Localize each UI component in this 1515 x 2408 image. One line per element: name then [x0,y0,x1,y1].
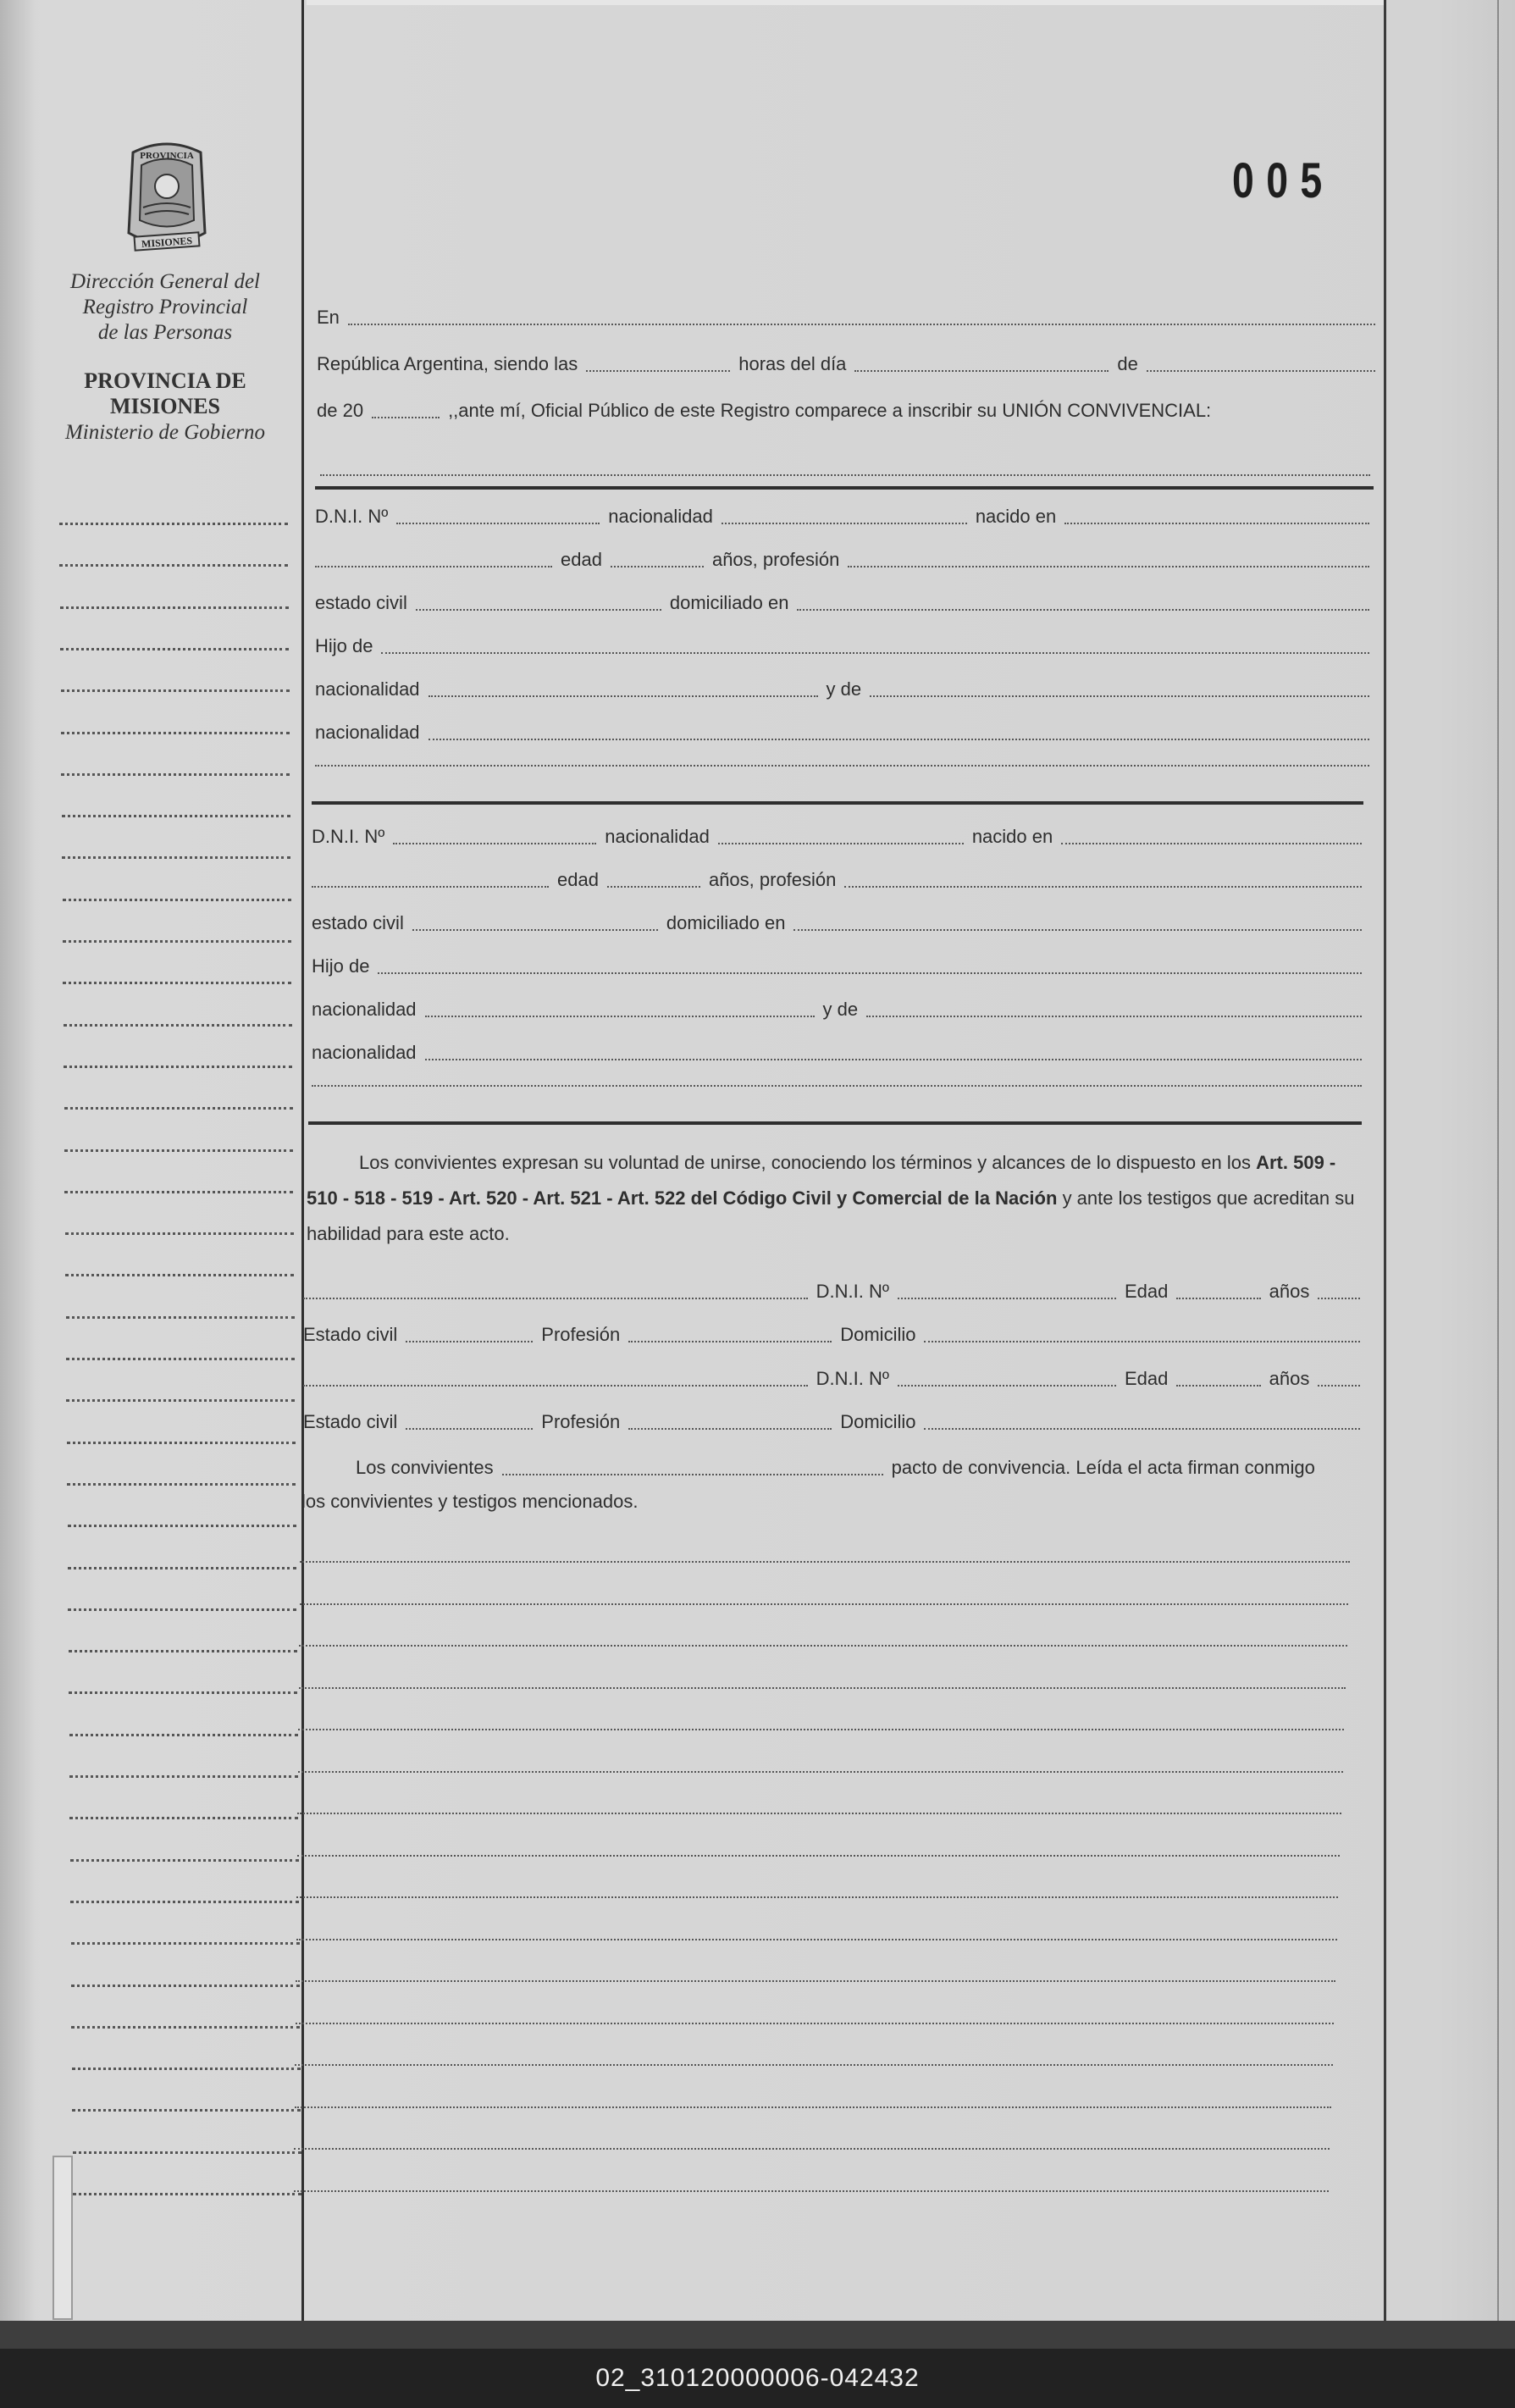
sidebar-divider [301,0,304,2321]
sidebar-note-line[interactable] [70,1859,299,1862]
fill-field[interactable] [425,1059,1362,1060]
witness-row [303,1411,1360,1433]
sidebar-note-line[interactable] [65,1232,294,1235]
section-divider-1 [315,486,1374,490]
sidebar-note-line[interactable] [71,1942,300,1945]
label-dni: D.N.I. Nº [315,506,389,527]
notes-line[interactable] [297,1813,1341,1814]
label-nationality3: nacionalidad [312,1042,417,1063]
sidebar-note-line[interactable] [68,1567,296,1569]
page-top-strip [307,0,1384,5]
before-me-label: ,,ante mí, Oficial Público de este Registro comparece a inscribir su UNIÓN CONVIVENCIAL: [448,400,1212,421]
section-divider-2 [312,801,1363,805]
hours-of-day-label: horas del día [738,353,847,374]
fill-field[interactable] [722,523,967,524]
sidebar-note-line[interactable] [63,940,291,943]
label-born-in: nacido en [975,506,1057,527]
sidebar-note-line[interactable] [67,1483,296,1486]
notes-line[interactable] [297,1855,1341,1857]
witness-label-domicile: Domicilio [840,1324,916,1345]
fill-field[interactable] [797,609,1369,611]
notes-line[interactable] [300,1561,1350,1563]
label-nationality: nacionalidad [605,826,710,847]
section-divider-3 [308,1121,1362,1125]
label-child-of: Hijo de [312,955,370,977]
sidebar-note-line[interactable] [69,1734,298,1736]
sheet-number: 005 [1232,153,1335,208]
ministry-label: Ministerio de Gobierno [64,421,266,444]
year-fill[interactable] [372,417,440,418]
sidebar-note-line[interactable] [69,1817,298,1819]
person-row [315,765,1369,770]
fill-field[interactable] [378,972,1362,974]
of-label: de [1117,353,1138,374]
sidebar-note-line[interactable] [69,1650,297,1652]
witness-fill-field[interactable] [1176,1385,1260,1387]
notes-line[interactable] [295,2064,1333,2066]
witness-fill-field[interactable] [406,1341,533,1342]
witness-label-years: años [1269,1281,1310,1302]
sidebar-note-line[interactable] [60,648,289,650]
label-child-of: Hijo de [315,635,373,656]
person-row [315,722,1369,744]
sidebar-note-line[interactable] [68,1525,296,1527]
sidebar-note-line[interactable] [61,773,290,776]
witness-row [303,1368,1360,1390]
declaration-text-3: que acreditan su habilidad para este acto. [307,1187,1355,1244]
sidebar-note-line[interactable] [60,606,289,609]
witness-fill-field[interactable] [1318,1298,1360,1299]
declaration-paragraph [307,1145,1365,1252]
legal-articles-text: Art. 509 - 510 - 518 - 519 - Art. 520 - Art. 521 - Art. 522 del Código Civil y Comercial de la Nación [307,1152,1336,1209]
fill-field[interactable] [315,765,1369,767]
witness-label-civil-status: Estado civil [303,1411,398,1432]
sidebar-note-line[interactable] [64,1024,292,1027]
witness-label-domicile: Domicilio [840,1411,916,1432]
witness-fill-field[interactable] [303,1385,808,1387]
institution-line-2: Registro Provincial [82,296,248,318]
label-age: edad [561,549,602,570]
sidebar-note-line[interactable] [66,1316,295,1319]
sidebar-note-line[interactable] [73,2193,301,2195]
sidebar-note-line[interactable] [61,689,290,692]
witness-label-dni: D.N.I. Nº [816,1368,889,1389]
witness-fill-field[interactable] [628,1341,832,1342]
person-row [315,506,1369,528]
province-line-2: MISIONES [109,394,221,418]
witness-label-profession: Profesión [541,1411,621,1432]
sidebar-note-line[interactable] [69,1775,298,1778]
day-fill[interactable] [854,370,1109,372]
scan-bottom-band [0,2321,1515,2349]
fill-field[interactable] [870,695,1369,697]
closing-cohabitants-label: Los convivientes [356,1457,494,1478]
witness-fill-field[interactable] [898,1385,1116,1387]
fill-field[interactable] [429,695,818,697]
sidebar-note-line[interactable] [66,1399,295,1402]
person-row [312,999,1362,1021]
notes-line[interactable] [299,1645,1347,1647]
witness-row [303,1324,1360,1346]
fill-field[interactable] [393,843,596,844]
sidebar-note-line[interactable] [64,1191,293,1193]
fill-field[interactable] [611,566,704,567]
sidebar-note-line[interactable] [65,1274,294,1276]
sidebar-note-line[interactable] [71,1985,300,1987]
sidebar-note-line[interactable] [59,523,288,525]
notes-line[interactable] [299,1687,1346,1689]
person-row [312,826,1362,848]
fill-field[interactable] [412,929,658,931]
fill-field[interactable] [429,739,1369,740]
label-born-in: nacido en [971,826,1053,847]
witness-label-age: Edad [1124,1368,1169,1389]
header-line-2 [317,353,1375,375]
notes-line[interactable] [296,2023,1335,2024]
notes-line[interactable] [296,1939,1337,1940]
person-row [312,869,1362,891]
province-line-1: PROVINCIA DE [84,368,246,393]
label-nationality2: nacionalidad [312,999,417,1020]
sidebar-note-line[interactable] [66,1358,295,1360]
institution-line-1: Dirección General del [70,270,260,293]
fill-field[interactable] [396,523,600,524]
sidebar-note-line[interactable] [64,1066,292,1068]
notes-line[interactable] [294,2190,1329,2192]
sidebar [51,0,305,2321]
year-prefix-label: de 20 [317,400,364,421]
fill-field[interactable] [425,1016,815,1017]
institution-line-3: de las Personas [97,321,233,344]
person-row [315,635,1369,657]
closing-line-1 [307,1457,1344,1479]
header-blank-line[interactable] [320,474,1370,476]
sidebar-note-line[interactable] [64,1107,293,1110]
sidebar-note-line[interactable] [69,1691,297,1694]
fill-field[interactable] [315,566,552,567]
witness-fill-field[interactable] [406,1428,533,1430]
witness-fill-field[interactable] [924,1428,1360,1430]
witness-label-dni: D.N.I. Nº [816,1281,889,1302]
sidebar-note-line[interactable] [63,899,291,901]
sidebar-note-line[interactable] [72,2068,301,2070]
notes-line[interactable] [296,1896,1338,1898]
label-domiciled: domiciliado en [666,912,786,933]
witness-label-profession: Profesión [541,1324,621,1345]
svg-text:PROVINCIA: PROVINCIA [140,151,194,161]
place-label: En [317,307,340,328]
sidebar-note-line[interactable] [73,2151,301,2154]
header-line-1 [317,307,1375,329]
fill-field[interactable] [844,886,1362,888]
fill-field[interactable] [607,886,700,888]
person-row [312,1085,1362,1090]
witness-fill-field[interactable] [924,1341,1360,1342]
notes-line[interactable] [296,1980,1335,1982]
month-fill[interactable] [1147,370,1375,372]
notes-line[interactable] [294,2148,1330,2150]
fill-field[interactable] [381,652,1369,654]
sidebar-note-line[interactable] [67,1442,296,1444]
label-nationality3: nacionalidad [315,722,420,743]
witness-fill-field[interactable] [303,1298,808,1299]
fill-field[interactable] [312,886,549,888]
label-civil-status: estado civil [315,592,407,613]
label-civil-status: estado civil [312,912,404,933]
witness-label-years: años [1269,1368,1310,1389]
label-dni: D.N.I. Nº [312,826,385,847]
witness-fill-field[interactable] [1176,1298,1260,1299]
agreement-fill[interactable] [502,1474,883,1475]
binding-tab [53,2156,73,2320]
fill-field[interactable] [848,566,1369,567]
republic-hours-label: República Argentina, siendo las [317,353,578,374]
sidebar-note-line[interactable] [59,564,288,567]
fill-field[interactable] [416,609,661,611]
footer-bar [0,2349,1515,2408]
person-row [315,592,1369,614]
closing-text-2: los convivientes y testigos mencionados. [301,1491,639,1512]
person-row [315,549,1369,571]
witness-row [303,1281,1360,1303]
sidebar-note-line[interactable] [61,732,290,734]
fill-field[interactable] [1061,843,1362,844]
witness-fill-field[interactable] [628,1428,832,1430]
label-and-of: y de [826,678,862,700]
place-fill[interactable] [348,324,1375,325]
right-margin-rule [1384,0,1386,2325]
person-row [312,1042,1362,1064]
label-nationality: nacionalidad [608,506,713,527]
page-right-edge [1497,0,1499,2325]
fill-field[interactable] [312,1085,1362,1087]
notes-line[interactable] [298,1771,1343,1773]
closing-text-1: pacto de convivencia. Leída el acta firman conmigo [891,1457,1315,1478]
label-and-of: y de [822,999,859,1020]
label-domiciled: domiciliado en [669,592,789,613]
label-years-profession: años, profesión [708,869,837,890]
label-years-profession: años, profesión [711,549,840,570]
sidebar-note-line[interactable] [70,1901,299,1903]
fill-field[interactable] [718,843,964,844]
witness-fill-field[interactable] [898,1298,1116,1299]
declaration-text-1: Los convivientes expresan su voluntad de unirse, conociendo los términos y alcances de lo dispuesto en los [359,1152,1251,1173]
person-row [312,912,1362,934]
closing-line-2 [301,1491,1339,1513]
header-line-3 [317,400,1375,422]
fill-field[interactable] [1064,523,1369,524]
sidebar-note-line[interactable] [72,2109,301,2112]
fill-field[interactable] [866,1016,1362,1017]
document-code: 02_310120000006-042432 [595,2364,920,2392]
witness-label-age: Edad [1124,1281,1169,1302]
sidebar-note-line[interactable] [62,856,290,859]
sidebar-note-line[interactable] [64,1149,293,1152]
sidebar-note-line[interactable] [68,1608,296,1611]
sidebar-note-line[interactable] [62,815,290,817]
notes-line[interactable] [295,2106,1331,2108]
notes-line[interactable] [300,1603,1349,1605]
sidebar-note-line[interactable] [63,982,291,984]
svg-text:MISIONES: MISIONES [141,234,193,251]
sidebar-note-line[interactable] [71,2026,300,2029]
declaration-text-2: y ante los testigos [1062,1187,1212,1209]
label-nationality2: nacionalidad [315,678,420,700]
person-row [312,955,1362,977]
witness-fill-field[interactable] [1318,1385,1360,1387]
label-age: edad [557,869,599,890]
hours-fill[interactable] [586,370,730,372]
fill-field[interactable] [793,929,1362,931]
notes-line[interactable] [298,1729,1344,1730]
person-row [315,678,1369,700]
witness-label-civil-status: Estado civil [303,1324,398,1345]
province-seal-icon [116,140,218,258]
